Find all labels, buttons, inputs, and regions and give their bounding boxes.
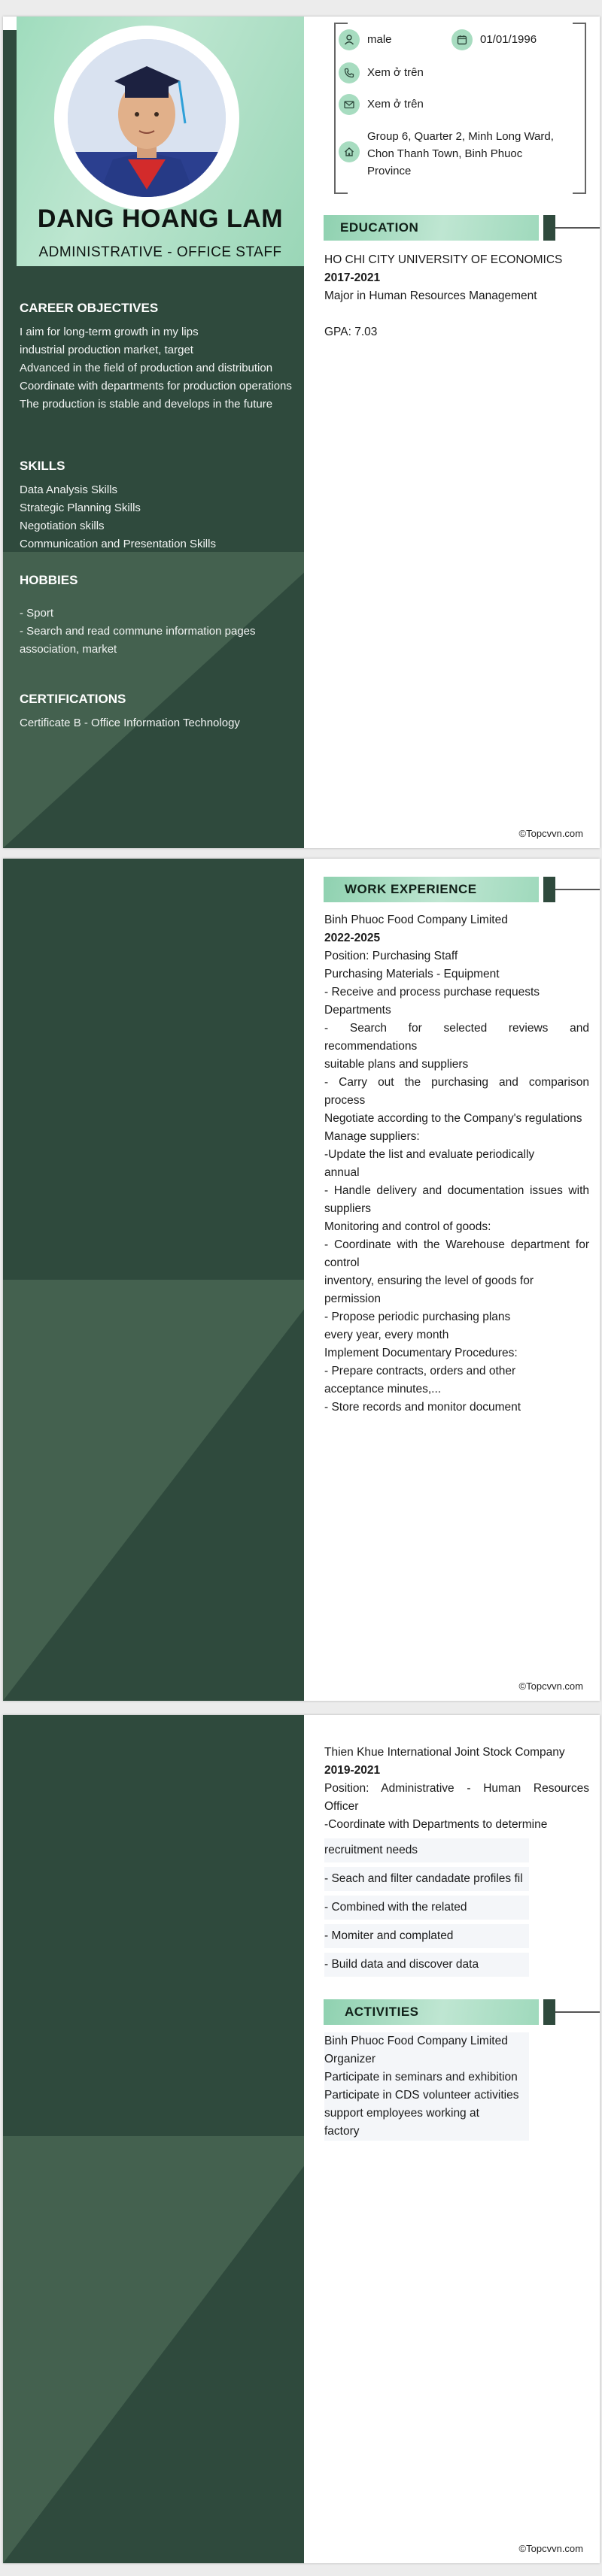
career-line: The production is stable and develops in the future bbox=[20, 398, 273, 411]
section-heading: HOBBIES bbox=[20, 573, 78, 587]
birthday-row bbox=[451, 29, 537, 50]
skill-item: Communication and Presentation Skills bbox=[20, 538, 216, 550]
skill-item: Strategic Planning Skills bbox=[20, 502, 141, 514]
job-line: - Receive and process purchase requests bbox=[324, 986, 540, 999]
job-line: Departments bbox=[324, 1004, 391, 1017]
section-heading: EDUCATION bbox=[340, 220, 419, 235]
career-line: Coordinate with departments for production operations bbox=[20, 380, 292, 392]
education-major: Major in Human Resources Management bbox=[324, 289, 537, 302]
job-line: - Build data and discover data bbox=[324, 1953, 529, 1977]
activity-line: Participate in seminars and exhibition bbox=[324, 2068, 529, 2087]
left-column bbox=[3, 1715, 304, 2563]
job-line: - Search for selected reviews and recommendations bbox=[324, 1022, 589, 1053]
calendar-icon bbox=[451, 29, 473, 50]
home-icon bbox=[339, 141, 360, 162]
section-heading: WORK EXPERIENCE bbox=[345, 882, 477, 896]
job-line: Purchasing Materials - Equipment bbox=[324, 968, 500, 980]
job-line: permission bbox=[324, 1293, 381, 1305]
job-years: 2022-2025 bbox=[324, 932, 381, 944]
job-years: 2019-2021 bbox=[324, 1764, 381, 1777]
activities-section bbox=[324, 2032, 589, 2141]
certifications-section bbox=[20, 692, 298, 732]
activity-line: Organizer bbox=[324, 2050, 529, 2068]
job-line: - Handle delivery and documentation issues with suppliers bbox=[324, 1184, 589, 1215]
job-line: acceptance minutes,... bbox=[324, 1383, 442, 1396]
job-position: Position: Administrative - Human Resources Officer bbox=[324, 1782, 589, 1813]
job-line: -Coordinate with Departments to determine bbox=[324, 1818, 548, 1831]
section-heading: ACTIVITIES bbox=[345, 2005, 419, 2019]
skills-section bbox=[20, 459, 298, 553]
activity-line: support employees working at bbox=[324, 2105, 529, 2123]
email-row bbox=[339, 94, 424, 115]
activities-heading-band bbox=[324, 1999, 600, 2025]
birthday-value: 01/01/1996 bbox=[480, 33, 537, 46]
email-value: Xem ở trên bbox=[367, 98, 424, 111]
work-experience-section bbox=[324, 911, 589, 1417]
work-experience-continued bbox=[324, 1744, 589, 1977]
hobby-line: - Sport bbox=[20, 607, 54, 620]
career-line: I aim for long-term growth in my lips bbox=[20, 326, 199, 338]
phone-icon bbox=[339, 62, 360, 83]
job-line: - Coordinate with the Warehouse department for control bbox=[324, 1238, 589, 1269]
address-row bbox=[339, 128, 554, 180]
work-heading-band bbox=[324, 877, 600, 902]
certification-item: Certificate B - Office Information Technology bbox=[20, 717, 240, 729]
job-line: - Carry out the purchasing and comparison process bbox=[324, 1076, 589, 1107]
candidate-name: DANG HOANG LAM bbox=[37, 205, 284, 233]
job-line: - Momiter and complated bbox=[324, 1924, 529, 1948]
hobbies-section bbox=[20, 573, 298, 659]
footer-credit: ©Topcvvn.com bbox=[518, 828, 583, 839]
section-heading: CAREER OBJECTIVES bbox=[20, 301, 159, 315]
candidate-title: ADMINISTRATIVE - OFFICE STAFF bbox=[38, 244, 282, 260]
avatar-portrait bbox=[68, 39, 226, 197]
job-line: - Store records and monitor document bbox=[324, 1401, 521, 1414]
skill-item: Data Analysis Skills bbox=[20, 483, 118, 496]
job-line: Position: Purchasing Staff bbox=[324, 950, 458, 962]
section-heading: SKILLS bbox=[20, 459, 65, 473]
company-name: Thien Khue International Joint Stock Company bbox=[324, 1746, 565, 1759]
phone-value: Xem ở trên bbox=[367, 66, 424, 79]
left-column bbox=[3, 859, 304, 1701]
address-value bbox=[367, 128, 554, 180]
section-heading: CERTIFICATIONS bbox=[20, 692, 126, 706]
education-gpa: GPA: 7.03 bbox=[324, 326, 378, 338]
school-name: HO CHI CITY UNIVERSITY OF ECONOMICS bbox=[324, 253, 563, 266]
person-icon bbox=[339, 29, 360, 50]
skill-item: Negotiation skills bbox=[20, 520, 105, 532]
hobby-line: association, market bbox=[20, 643, 117, 656]
education-years: 2017-2021 bbox=[324, 271, 381, 284]
activity-line: factory bbox=[324, 2123, 529, 2141]
job-line: annual bbox=[324, 1166, 360, 1179]
education-heading-band bbox=[324, 215, 600, 241]
company-name: Binh Phuoc Food Company Limited bbox=[324, 914, 508, 926]
footer-credit: ©Topcvvn.com bbox=[518, 2543, 583, 2554]
activity-line: Participate in CDS volunteer activities bbox=[324, 2087, 529, 2105]
career-line: Advanced in the field of production and distribution bbox=[20, 362, 273, 374]
mail-icon bbox=[339, 94, 360, 115]
activity-line: Binh Phuoc Food Company Limited bbox=[324, 2032, 529, 2050]
decor-stripe bbox=[3, 2136, 304, 2563]
job-line: - Prepare contracts, orders and other bbox=[324, 1365, 516, 1377]
address-line: Group 6, Quarter 2, Minh Long Ward, bbox=[367, 130, 554, 143]
cv-page-3 bbox=[3, 1715, 600, 2563]
footer-credit: ©Topcvvn.com bbox=[518, 1680, 583, 1692]
career-line: industrial production market, target bbox=[20, 344, 193, 356]
job-line: - Combined with the related bbox=[324, 1896, 529, 1920]
job-line: Implement Documentary Procedures: bbox=[324, 1347, 518, 1359]
decor-stripe bbox=[3, 1280, 304, 1701]
job-line: -Update the list and evaluate periodically bbox=[324, 1148, 535, 1161]
job-line: Monitoring and control of goods: bbox=[324, 1220, 491, 1233]
gender-row bbox=[339, 29, 392, 50]
hobby-line: - Search and read commune information pages bbox=[20, 625, 256, 638]
address-line: Province bbox=[367, 165, 412, 177]
phone-row bbox=[339, 62, 424, 83]
job-line: Negotiate according to the Company's regulations bbox=[324, 1112, 582, 1125]
job-line: every year, every month bbox=[324, 1329, 449, 1341]
address-line: Chon Thanh Town, Binh Phuoc bbox=[367, 147, 523, 160]
education-section bbox=[324, 251, 589, 341]
job-line: suitable plans and suppliers bbox=[324, 1058, 469, 1071]
cv-page-2 bbox=[3, 859, 600, 1701]
job-line: recruitment needs bbox=[324, 1838, 529, 1862]
avatar bbox=[68, 39, 226, 197]
career-objectives-section bbox=[20, 301, 298, 414]
gender-value: male bbox=[367, 33, 392, 46]
job-line: - Seach and filter candadate profiles fil bbox=[324, 1867, 529, 1891]
job-line: Manage suppliers: bbox=[324, 1130, 420, 1143]
job-line: inventory, ensuring the level of goods for bbox=[324, 1274, 534, 1287]
job-line: - Propose periodic purchasing plans bbox=[324, 1311, 511, 1323]
cv-page-1 bbox=[3, 17, 600, 848]
